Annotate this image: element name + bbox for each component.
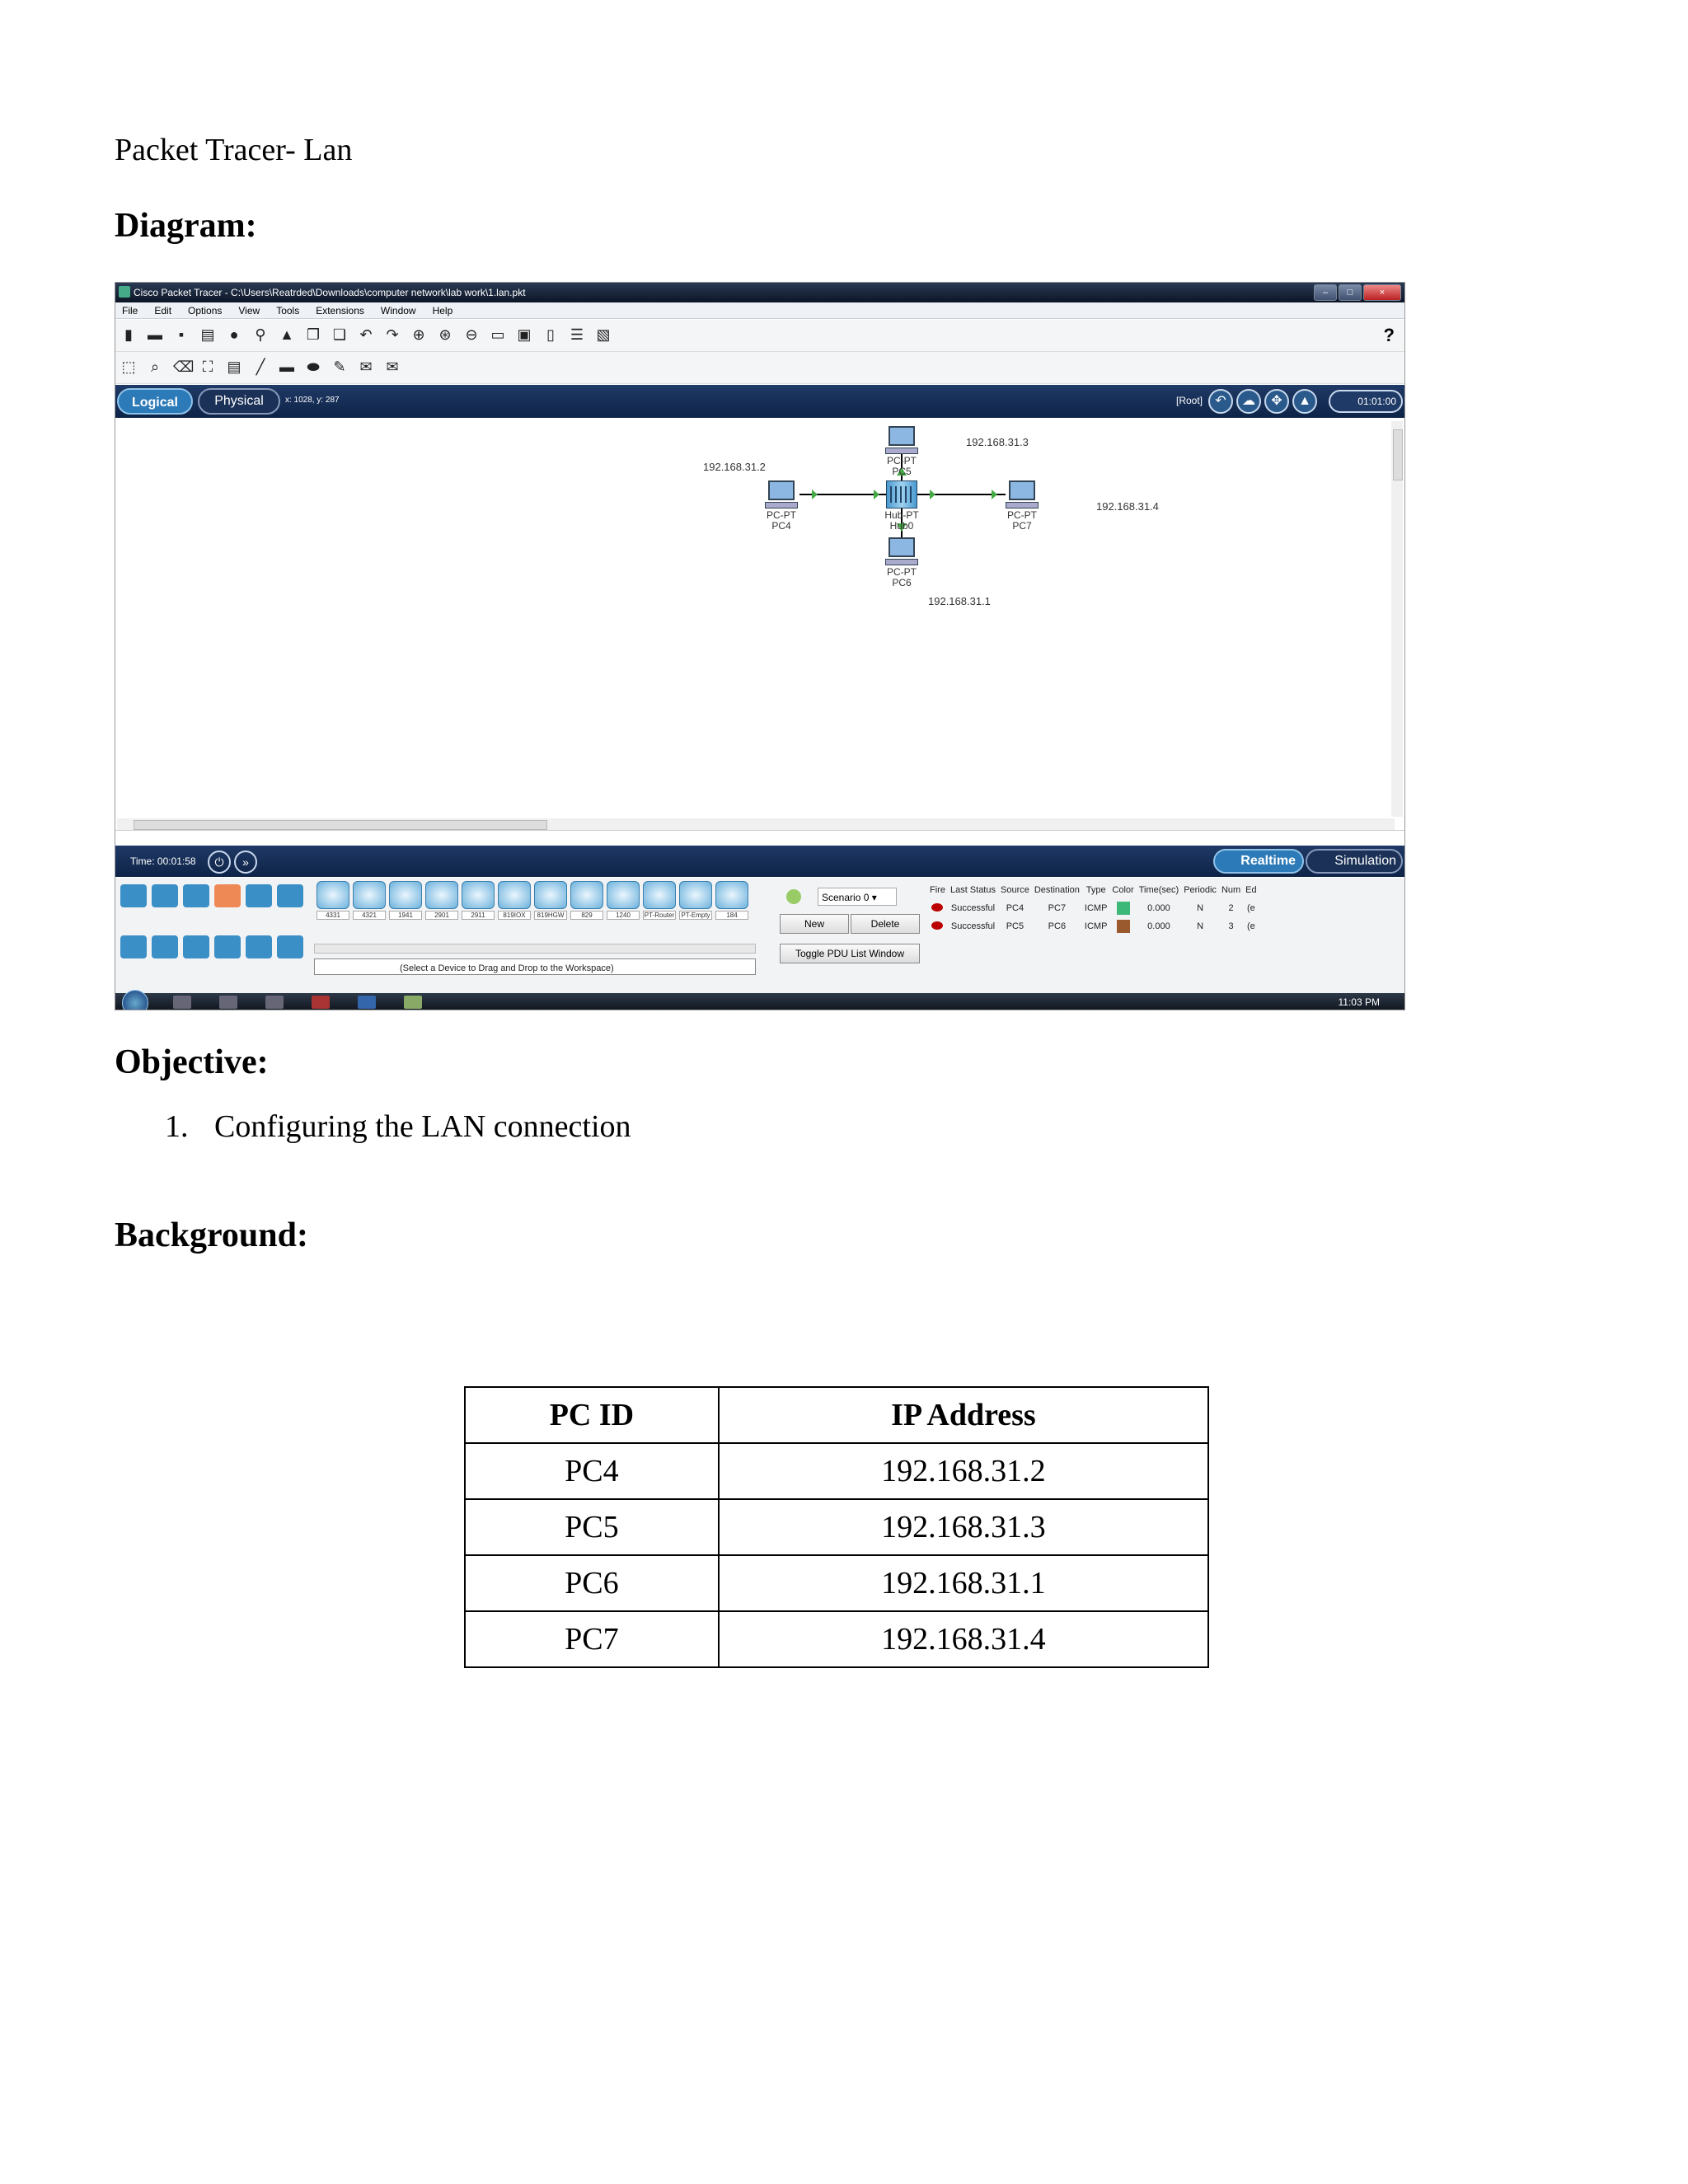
window-title: Cisco Packet Tracer - C:\Users\Reatrded\Downloads\computer network\lab work\1.lan.pkt <box>134 287 526 298</box>
hub0-icon[interactable] <box>886 480 917 509</box>
cell-ip: 192.168.31.3 <box>719 1499 1208 1555</box>
pc4-ip-label: 192.168.31.2 <box>703 461 766 473</box>
routers-icon[interactable] <box>120 935 147 958</box>
menu-edit[interactable]: Edit <box>154 304 172 316</box>
main-toolbar <box>115 320 1404 352</box>
table-row <box>465 1443 1208 1499</box>
pdu-time: 0.000 <box>1147 903 1170 913</box>
heading-background: Background: <box>115 1216 308 1254</box>
paste-icon[interactable]: ❏ <box>332 326 347 343</box>
cell-pc-id: PC6 <box>465 1555 719 1611</box>
workspace-navbar <box>115 385 1404 418</box>
objective-number: 1. <box>165 1109 189 1144</box>
tray-clock: 11:03 PM <box>1338 996 1380 1008</box>
menu-file[interactable]: File <box>122 304 138 316</box>
scenario-select[interactable]: Scenario 0 ▾ <box>818 888 897 906</box>
complex-pdu-icon[interactable]: ✉ <box>386 359 399 375</box>
viewport-clock: 01:01:00 <box>1329 390 1403 413</box>
pdu-ed: (e <box>1247 921 1255 931</box>
rectangle-icon[interactable]: ▬ <box>279 359 294 375</box>
time-readout: Time: 00:01:58 <box>130 855 196 867</box>
switches-icon[interactable] <box>152 935 178 958</box>
pdu-list <box>927 878 1405 977</box>
back-icon[interactable]: ↶ <box>1208 389 1233 414</box>
pdu-row[interactable] <box>927 917 1259 935</box>
workspace-horizontal-scrollbar[interactable] <box>117 818 1395 830</box>
drag-drop-hint: (Select a Device to Drag and Drop to the Workspace) <box>400 963 614 973</box>
power-cycle-icon[interactable]: ⏻ <box>208 851 231 874</box>
model-2911[interactable]: 2911 <box>462 881 495 926</box>
pdu-status: Successful <box>950 903 996 913</box>
pc4-label: PC-PT PC4 <box>767 509 796 532</box>
save-icon[interactable]: ▪ <box>178 326 185 343</box>
packet-tracer-screenshot <box>115 282 1405 1010</box>
pc7-icon[interactable] <box>1006 480 1039 509</box>
pc5-label: PC-PT PC5 <box>887 455 917 477</box>
pdu-col-periodic: Periodic <box>1184 885 1217 895</box>
misc-icon[interactable] <box>246 884 272 907</box>
col-pc-id: PC ID <box>465 1387 719 1443</box>
wan-emu-icon[interactable] <box>277 935 303 958</box>
pc7-ip-label: 192.168.31.4 <box>1096 500 1159 513</box>
pdu-col-time: Time(sec) <box>1138 885 1179 895</box>
pdu-color-swatch <box>1117 920 1130 933</box>
drawing-palette-icon[interactable]: ▭ <box>490 326 505 343</box>
menu-extensions[interactable]: Extensions <box>316 304 364 316</box>
background-image-icon[interactable]: ▲ <box>1292 389 1317 414</box>
pdu-type: ICMP <box>1084 921 1108 931</box>
pc5-icon[interactable] <box>885 426 918 454</box>
pdu-num: 2 <box>1228 903 1234 913</box>
model-184[interactable]: 184 <box>715 881 748 926</box>
menu-bar <box>115 302 1404 319</box>
link-light-pc4 <box>812 490 818 499</box>
tab-physical[interactable]: Physical <box>198 388 280 415</box>
note-icon[interactable]: ▤ <box>227 359 241 375</box>
pdu-type: ICMP <box>1084 903 1108 913</box>
model-pt-empty[interactable]: PT-Empty <box>679 881 712 926</box>
document-title: Packet Tracer- Lan <box>115 133 353 167</box>
menu-window[interactable]: Window <box>380 304 416 316</box>
components-icon[interactable] <box>183 884 209 907</box>
simple-pdu-icon[interactable]: ✉ <box>359 359 373 375</box>
device-categories <box>115 878 313 977</box>
fire-indicator-icon[interactable] <box>931 903 943 912</box>
close-button[interactable]: × <box>1363 284 1401 301</box>
heading-diagram: Diagram: <box>115 207 257 245</box>
start-button[interactable] <box>122 990 148 1010</box>
pdu-col-ed: Ed <box>1245 885 1257 895</box>
new-file-icon[interactable]: ▮ <box>124 326 133 343</box>
menu-help[interactable]: Help <box>432 304 453 316</box>
fire-indicator-icon[interactable] <box>931 921 943 930</box>
edit-toolbar <box>115 352 1404 384</box>
help-icon[interactable]: ? <box>1383 325 1395 345</box>
time-bar <box>115 846 1404 877</box>
model-4331[interactable]: 4331 <box>316 881 349 926</box>
viewport-icon[interactable]: ▯ <box>546 326 555 343</box>
pdu-col-num: Num <box>1221 885 1241 895</box>
tab-logical[interactable]: Logical <box>117 388 193 415</box>
explorer-taskbar-icon[interactable] <box>173 996 191 1009</box>
packet-tracer-taskbar-icon[interactable] <box>404 996 422 1009</box>
pdu-col-fire: Fire <box>930 885 945 895</box>
pdu-ed: (e <box>1247 903 1255 913</box>
model-819iox[interactable]: 819IOX <box>498 881 531 926</box>
server-icon[interactable]: ☰ <box>570 326 584 343</box>
objective-item <box>165 1108 631 1145</box>
freeform-icon[interactable]: ✎ <box>333 359 346 375</box>
cell-ip: 192.168.31.2 <box>719 1443 1208 1499</box>
network-devices-icon[interactable] <box>120 884 147 907</box>
cell-ip: 192.168.31.1 <box>719 1555 1208 1611</box>
toggle-pdu-list-button[interactable]: Toggle PDU List Window <box>780 944 920 963</box>
device-models-scrollbar[interactable] <box>314 944 756 954</box>
pdu-col-color: Color <box>1112 885 1134 895</box>
connections-icon[interactable] <box>214 884 241 907</box>
objective-text: Configuring the LAN connection <box>214 1109 631 1144</box>
image-icon[interactable]: ▧ <box>596 326 611 343</box>
pdu-num: 3 <box>1228 921 1234 931</box>
security-icon[interactable] <box>246 935 272 958</box>
move-object-icon[interactable]: ✥ <box>1264 389 1289 414</box>
simulation-mode-button[interactable]: Simulation <box>1306 849 1403 874</box>
cell-pc-id: PC7 <box>465 1611 719 1667</box>
info-icon[interactable]: ● <box>229 326 239 343</box>
model-2901[interactable]: 2901 <box>425 881 458 926</box>
pdu-col-destination: Destination <box>1034 885 1080 895</box>
maximize-button[interactable]: □ <box>1339 284 1362 301</box>
pdu-destination: PC7 <box>1048 903 1067 913</box>
pdu-status: Successful <box>950 921 996 931</box>
copy-icon[interactable]: ❐ <box>306 326 321 343</box>
table-row <box>465 1611 1208 1667</box>
model-1240[interactable]: 1240 <box>607 881 640 926</box>
objective-list <box>165 1108 631 1145</box>
menu-view[interactable]: View <box>238 304 260 316</box>
new-scenario-button[interactable]: New <box>780 914 849 934</box>
model-4321[interactable]: 4321 <box>353 881 386 926</box>
open-folder-icon[interactable]: ▬ <box>148 326 162 343</box>
custom-device-icon[interactable]: ▣ <box>517 326 532 343</box>
word-taskbar-icon[interactable] <box>358 996 376 1009</box>
multiuser-icon[interactable] <box>277 884 303 907</box>
zoom-in-icon[interactable]: ⊕ <box>412 326 425 343</box>
link-light-pc7 <box>992 490 997 499</box>
pdu-periodic: N <box>1197 921 1204 931</box>
realtime-mode-button[interactable]: Realtime <box>1213 849 1304 874</box>
resize-icon[interactable]: ⛶ <box>202 359 213 375</box>
root-label[interactable]: [Root] <box>1175 395 1203 406</box>
cursor-coordinates: x: 1028, y: 287 <box>285 396 340 405</box>
delete-scenario-button[interactable]: Delete <box>851 914 920 934</box>
windows-taskbar-icon[interactable] <box>219 996 237 1009</box>
heading-objective: Objective: <box>115 1043 269 1081</box>
pc6-label: PC-PT PC6 <box>887 566 917 588</box>
pdu-table <box>927 881 1259 935</box>
wizard-icon[interactable]: ⚲ <box>255 326 266 343</box>
workspace-vertical-scrollbar[interactable] <box>1391 421 1403 817</box>
cluster-icon[interactable]: ☁ <box>1236 389 1261 414</box>
pdu-row[interactable] <box>927 899 1259 917</box>
link-light-hub-w <box>874 490 879 499</box>
ip-address-table <box>464 1386 1209 1668</box>
pc5-ip-label: 192.168.31.3 <box>966 436 1029 448</box>
ellipse-icon[interactable]: ⬬ <box>307 359 320 375</box>
model-819hgw[interactable]: 819HGW <box>534 881 567 926</box>
redo-icon[interactable]: ↷ <box>386 326 399 343</box>
model-1941[interactable]: 1941 <box>389 881 422 926</box>
pc6-ip-label: 192.168.31.1 <box>928 595 991 607</box>
window-titlebar <box>115 283 1404 302</box>
pdu-time: 0.000 <box>1147 921 1170 931</box>
pc6-icon[interactable] <box>885 537 918 565</box>
pdu-source: PC4 <box>1006 903 1025 913</box>
pdu-header-row <box>927 881 1259 899</box>
model-pt-router[interactable]: PT-Router <box>643 881 676 926</box>
minimize-button[interactable]: – <box>1314 284 1337 301</box>
menu-options[interactable]: Options <box>188 304 223 316</box>
app-taskbar-icon[interactable] <box>312 996 330 1009</box>
hub0-label: Hub-PT Hub0 <box>884 509 919 532</box>
pdu-col-last-status: Last Status <box>950 885 996 895</box>
print-icon[interactable]: ▤ <box>200 326 215 343</box>
pdu-destination: PC6 <box>1048 921 1067 931</box>
bottom-panel <box>115 878 1404 993</box>
end-devices-icon[interactable] <box>152 884 178 907</box>
hubs-icon[interactable] <box>183 935 209 958</box>
cell-pc-id: PC5 <box>465 1499 719 1555</box>
wireless-icon[interactable] <box>214 935 241 958</box>
pdu-col-source: Source <box>1001 885 1029 895</box>
scenario-info-icon[interactable] <box>786 889 801 904</box>
table-row <box>465 1499 1208 1555</box>
table-header-row <box>465 1387 1208 1443</box>
select-icon[interactable]: ⬚ <box>121 359 136 375</box>
undo-icon[interactable]: ↶ <box>359 326 373 343</box>
col-ip-address: IP Address <box>719 1387 1208 1443</box>
network-info-icon[interactable]: ▲ <box>279 326 294 343</box>
pc7-label: PC-PT PC7 <box>1007 509 1037 532</box>
line-icon[interactable]: ╱ <box>256 359 265 375</box>
app-icon <box>119 286 130 298</box>
pdu-periodic: N <box>1197 903 1204 913</box>
network-links <box>115 418 1405 830</box>
chrome-taskbar-icon[interactable] <box>265 996 284 1009</box>
pdu-source: PC5 <box>1006 921 1025 931</box>
pdu-col-type: Type <box>1085 885 1106 895</box>
pc4-icon[interactable] <box>765 480 798 509</box>
link-light-hub-e <box>930 490 935 499</box>
delete-icon[interactable]: ⌫ <box>173 359 195 375</box>
model-829[interactable]: 829 <box>570 881 603 926</box>
menu-tools[interactable]: Tools <box>276 304 300 316</box>
logical-workspace[interactable] <box>115 418 1404 831</box>
scenario-panel <box>767 878 923 977</box>
cell-pc-id: PC4 <box>465 1443 719 1499</box>
pdu-color-swatch <box>1117 902 1130 915</box>
zoom-reset-icon[interactable]: ⊛ <box>438 326 452 343</box>
windows-taskbar <box>115 993 1404 1010</box>
zoom-out-icon[interactable]: ⊖ <box>465 326 478 343</box>
table-row <box>465 1555 1208 1611</box>
inspect-icon[interactable]: ⌕ <box>150 359 160 375</box>
fast-forward-icon[interactable]: » <box>234 851 257 874</box>
cell-ip: 192.168.31.4 <box>719 1611 1208 1667</box>
